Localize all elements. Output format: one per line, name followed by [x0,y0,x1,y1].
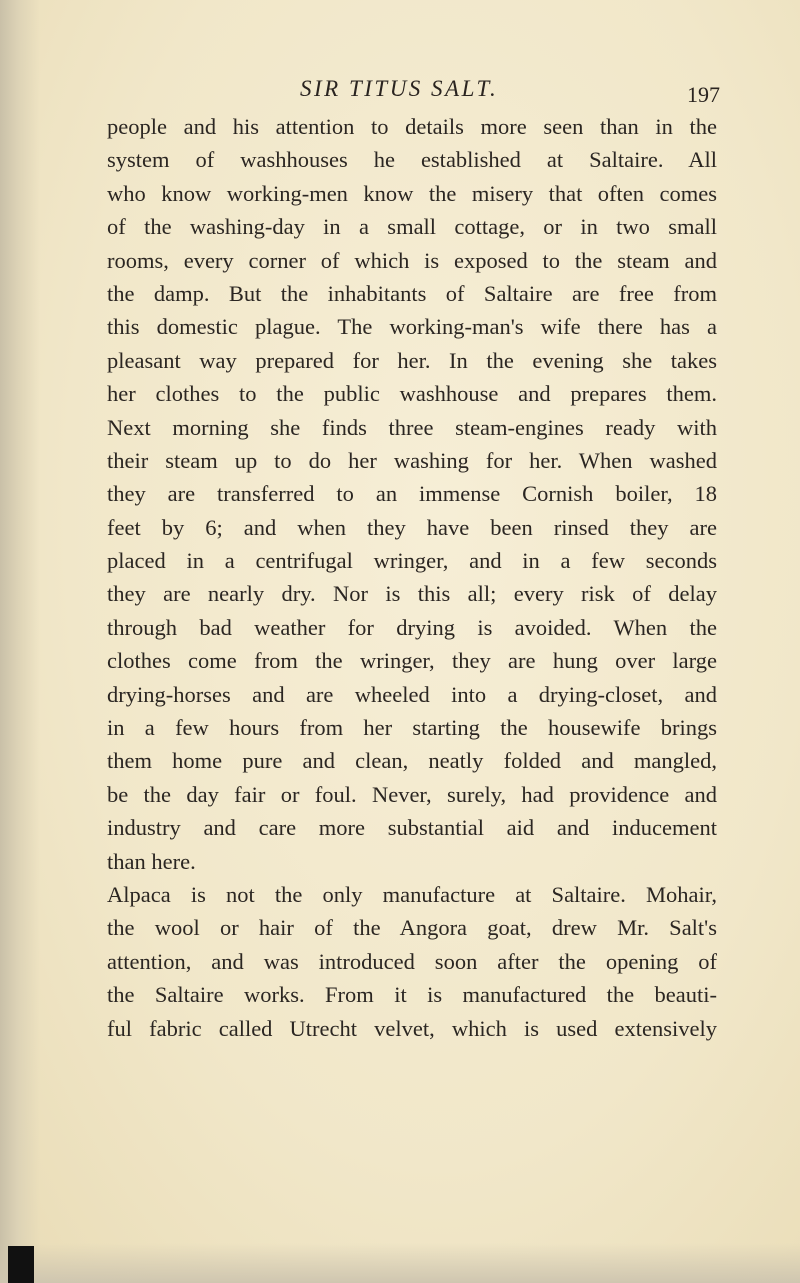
text-line: pleasant way prepared for her. In the evening she takes [107,347,717,373]
text-line: Alpaca is not the only manufacture at Saltaire. Mohair, [107,881,717,907]
running-head-title: SIR TITUS SALT. [300,76,499,101]
text-line: Next morning she finds three steam-engines ready with [107,414,717,440]
text-line: they are nearly dry. Nor is this all; every risk of delay [107,581,717,607]
page-bottom-shadow [0,1243,800,1283]
text-line: her clothes to the public washhouse and prepares them. [107,381,717,407]
text-line: their steam up to do her washing for her. When washed [107,447,717,473]
text-line: drying-horses and are wheeled into a drying-closet, and [107,681,717,707]
text-line: the Saltaire works. From it is manufactured the beauti- [107,982,717,1008]
paragraph-last-line: than here. [107,848,196,874]
text-line: placed in a centrifugal wringer, and in a few seconds [107,548,717,574]
scan-corner-mark [8,1246,34,1283]
text-line: the damp. But the inhabitants of Saltaire are free from [107,280,717,306]
text-line: ful fabric called Utrecht velvet, which is used extensively [107,1015,717,1041]
text-line: they are transferred to an immense Cornish boiler, 18 [107,481,717,507]
text-line: through bad weather for drying is avoided. When the [107,614,717,640]
text-line: clothes come from the wringer, they are hung over large [107,648,717,674]
text-line: system of washhouses he established at Saltaire. All [107,147,717,173]
text-line: people and his attention to details more seen than in the [107,114,717,139]
text-line: rooms, every corner of which is exposed to the steam and [107,247,717,273]
text-line: of the washing-day in a small cottage, or in two small [107,214,717,240]
text-line: this domestic plague. The working-man's wife there has a [107,314,717,340]
text-line: be the day fair or foul. Never, surely, had providence and [107,781,717,807]
text-line: them home pure and clean, neatly folded and mangled, [107,748,717,774]
text-line: who know working-men know the misery that often comes [107,180,717,206]
page-number: 197 [687,82,720,107]
text-line: in a few hours from her starting the housewife brings [107,715,717,741]
text-line: feet by 6; and when they have been rinsed they are [107,514,717,540]
text-line: the wool or hair of the Angora goat, drew Mr. Salt's [107,915,717,941]
text-line: industry and care more substantial aid and inducement [107,815,717,841]
binding-gutter-shadow [0,0,40,1283]
text-line: attention, and was introduced soon after the opening of [107,948,717,974]
running-head [100,76,720,110]
body-text [107,110,717,1045]
